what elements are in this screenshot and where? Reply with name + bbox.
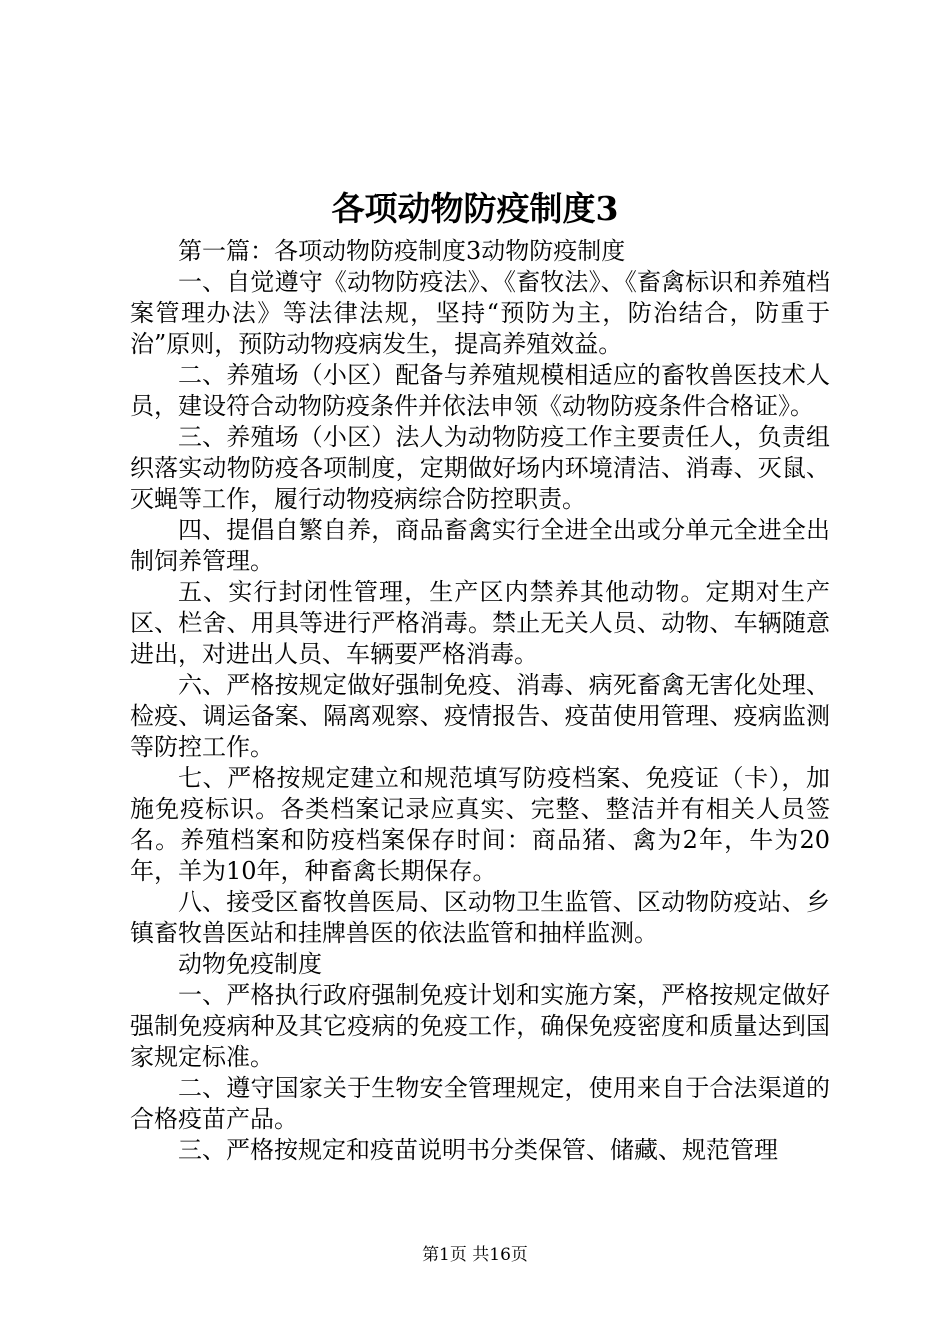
paragraph: 一、严格执行政府强制免疫计划和实施方案，严格按规定做好强制免疫病种及其它疫病的免疫工作，确保免疫密度和质量达到国家规定标准。: [130, 981, 830, 1071]
paragraph: 二、遵守国家关于生物安全管理规定，使用来自于合法渠道的合格疫苗产品。: [130, 1074, 830, 1133]
document-body: [130, 236, 830, 1166]
paragraph: 三、严格按规定和疫苗说明书分类保管、储藏、规范管理: [178, 1136, 778, 1164]
paragraph: 三、养殖场（小区）法人为动物防疫工作主要责任人，负责组织落实动物防疫各项制度，定期做好场内环境清洁、消毒、灭鼠、灭蝇等工作，履行动物疫病综合防控职责。: [130, 423, 830, 513]
paragraph: 八、接受区畜牧兽医局、区动物卫生监管、区动物防疫站、乡镇畜牧兽医站和挂牌兽医的依法监管和抽样监测。: [130, 888, 830, 947]
paragraph-subheading: 动物免疫制度: [178, 950, 322, 978]
page-title: 各项动物防疫制度3: [331, 189, 619, 228]
paragraph: 一、自觉遵守《动物防疫法》、《畜牧法》、《畜禽标识和养殖档案管理办法》等法律法规，坚持“预防为主，防治结合，防重于治”原则，预防动物疫病发生，提高养殖效益。: [130, 268, 830, 358]
paragraph: 六、严格按规定做好强制免疫、消毒、病死畜禽无害化处理、检疫、调运备案、隔离观察、疫情报告、疫苗使用管理、疫病监测等防控工作。: [130, 671, 830, 761]
paragraph: 四、提倡自繁自养，商品畜禽实行全进全出或分单元全进全出制饲养管理。: [130, 516, 830, 575]
paragraph: 七、严格按规定建立和规范填写防疫档案、免疫证（卡），加施免疫标识。各类档案记录应真实、完整、整洁并有相关人员签名。养殖档案和防疫档案保存时间：商品猪、禽为2年，牛为20年，羊为10年，种畜禽长期保存。: [130, 764, 830, 885]
paragraph: 五、实行封闭性管理，生产区内禁养其他动物。定期对生产区、栏舍、用具等进行严格消毒。禁止无关人员、动物、车辆随意进出，对进出人员、车辆要严格消毒。: [130, 578, 830, 668]
page-footer: 第1页 共16页: [422, 1245, 528, 1265]
paragraph: 二、养殖场（小区）配备与养殖规模相适应的畜牧兽医技术人员，建设符合动物防疫条件并依法申领《动物防疫条件合格证》。: [130, 361, 830, 420]
paragraph-section-heading: 第一篇：各项动物防疫制度3动物防疫制度: [178, 237, 626, 265]
